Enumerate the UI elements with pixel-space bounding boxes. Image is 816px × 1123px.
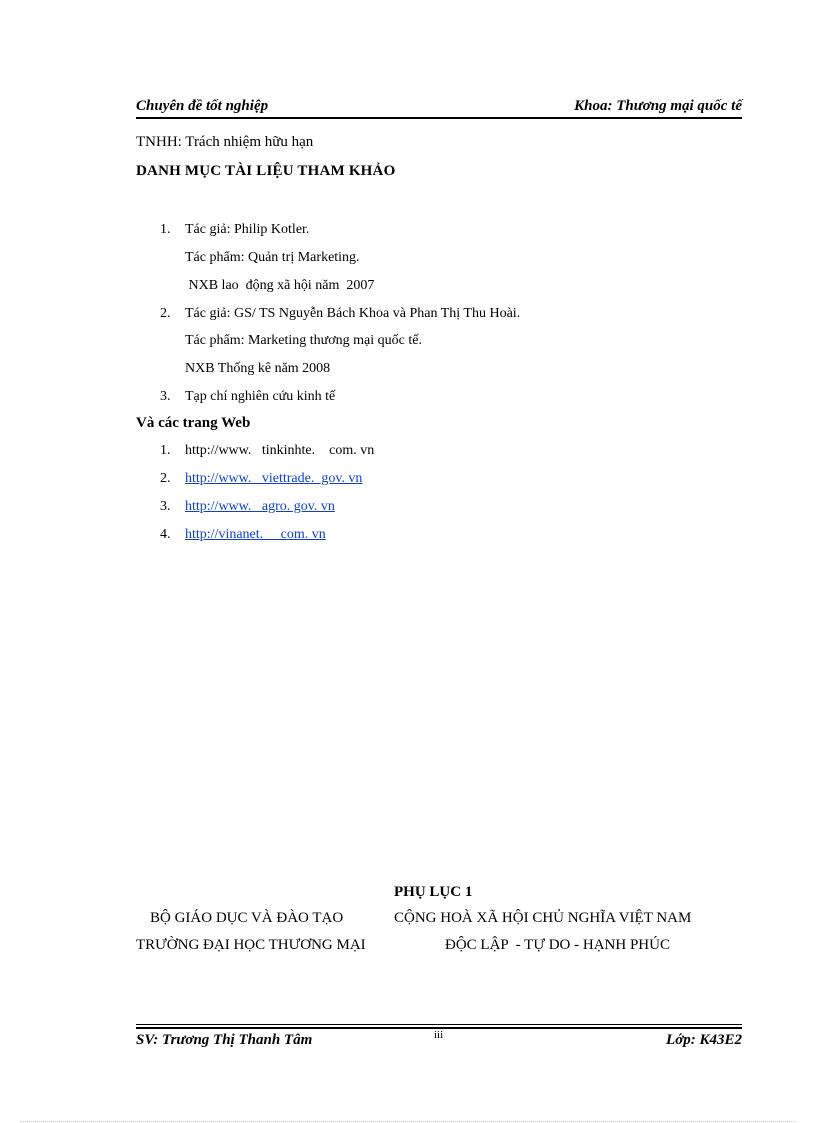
reference-line: Tác phẩm: Quản trị Marketing.: [185, 250, 360, 265]
website-link[interactable]: http://www. agro. gov. vn: [185, 499, 335, 514]
reference-number: 1.: [160, 222, 171, 237]
website-link[interactable]: http://www. viettrade. gov. vn: [185, 471, 363, 486]
reference-number: 2.: [160, 306, 171, 321]
footer-student-label: SV: Trương Thị Thanh Tâm: [136, 1032, 313, 1048]
motto-label: ĐỘC LẬP - TỰ DO - HẠNH PHÚC: [445, 937, 670, 953]
reference-line: Tác phẩm: Marketing thương mại quốc tế.: [185, 333, 422, 348]
website-number: 1.: [160, 443, 171, 458]
website-number: 4.: [160, 527, 171, 542]
reference-line: Tác giả: GS/ TS Nguyễn Bách Khoa và Phan Thị Thu Hoài.: [185, 306, 521, 321]
reference-number: 3.: [160, 389, 171, 404]
website-number: 2.: [160, 471, 171, 486]
appendix-heading: PHỤ LỤC 1: [394, 884, 473, 900]
page-header: [136, 98, 742, 118]
reference-line: Tạp chí nghiên cứu kinh tế: [185, 389, 336, 404]
header-thesis-label: Chuyên đề tốt nghiệp: [136, 98, 269, 114]
reference-line: Tác giả: Philip Kotler.: [185, 222, 310, 237]
ministry-label: BỘ GIÁO DỤC VÀ ĐÀO TẠO: [150, 910, 344, 926]
references-heading: DANH MỤC TÀI LIỆU THAM KHẢO: [136, 163, 396, 179]
header-faculty-label: Khoa: Thương mại quốc tế: [574, 98, 742, 114]
reference-line: NXB lao động xã hội năm 2007: [185, 278, 375, 293]
header-rule: [136, 117, 742, 119]
website-number: 3.: [160, 499, 171, 514]
university-label: TRƯỜNG ĐẠI HỌC THƯƠNG MẠI: [136, 937, 366, 953]
websites-heading: Và các trang Web: [136, 415, 251, 431]
republic-label: CỘNG HOÀ XÃ HỘI CHỦ NGHĨA VIỆT NAM: [394, 910, 692, 926]
website-link[interactable]: http://vinanet. com. vn: [185, 527, 326, 542]
page-edge-divider: [20, 1121, 796, 1122]
website-text: http://www. tinkinhte. com. vn: [185, 443, 375, 458]
reference-line: NXB Thống kê năm 2008: [185, 361, 331, 376]
footer-class-label: Lớp: K43E2: [666, 1032, 742, 1048]
page-number: iii: [434, 1029, 444, 1041]
page-footer: [136, 1024, 742, 1054]
abbreviation-note: TNHH: Trách nhiệm hữu hạn: [136, 134, 314, 150]
footer-rule: [136, 1024, 742, 1025]
